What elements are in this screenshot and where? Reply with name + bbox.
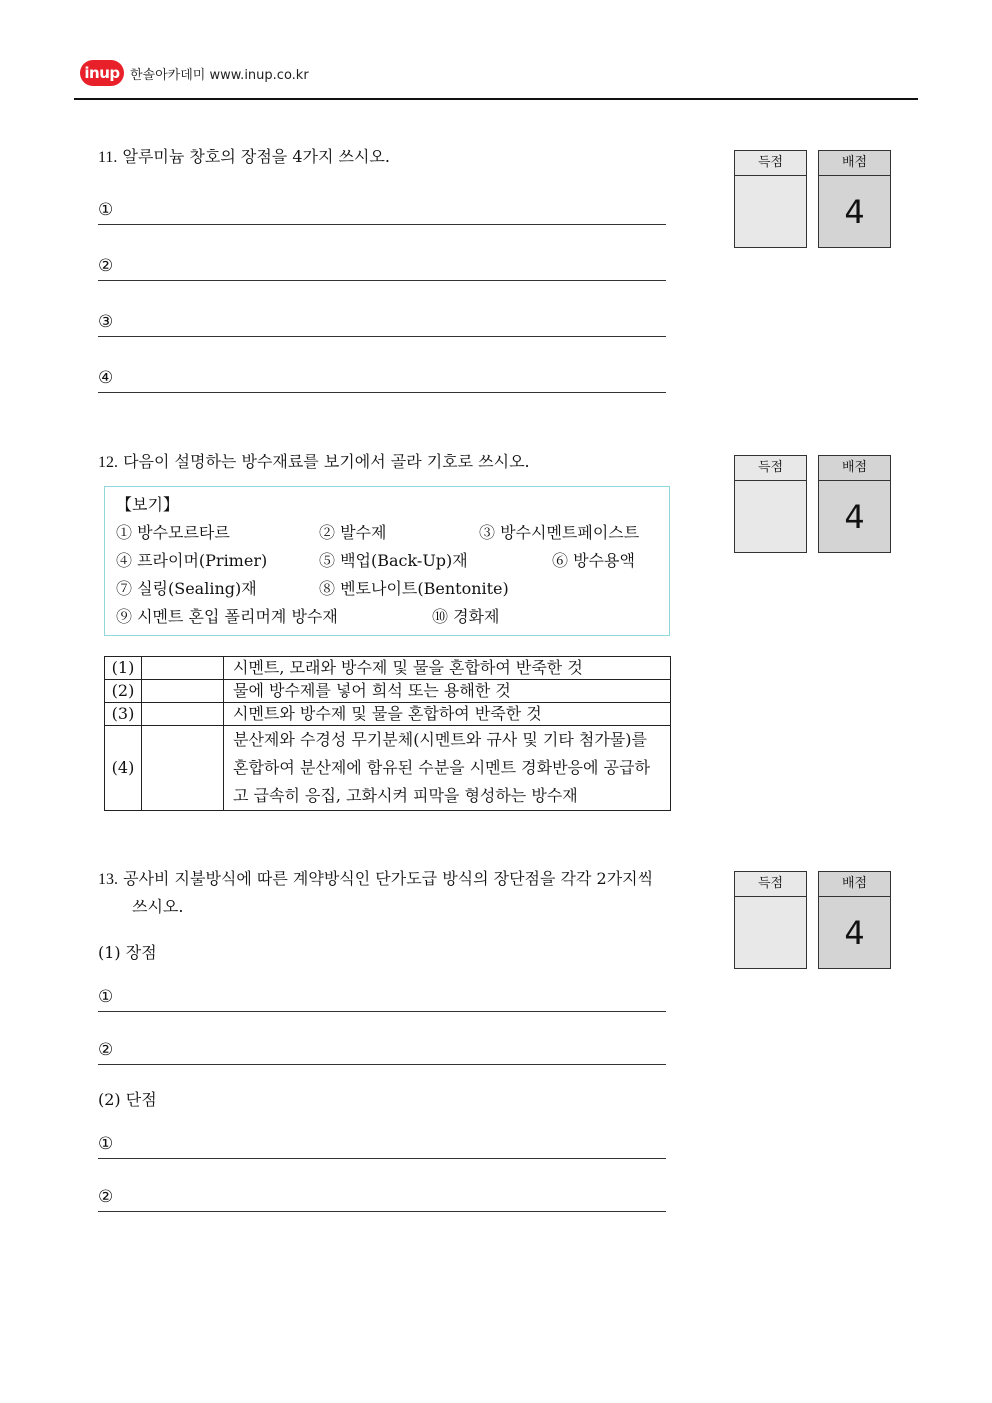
q11-points: 4 <box>844 193 865 231</box>
bogi-item-10: ⑩ 경화제 <box>432 607 500 626</box>
row-description: 물에 방수제를 넣어 희석 또는 용해한 것 <box>224 680 671 703</box>
bogi-title: 【보기】 <box>116 495 179 514</box>
row-number: (1) <box>105 657 142 680</box>
inup-logo: inup <box>80 60 124 86</box>
q13-prompt <box>98 869 653 890</box>
q11-text: 알루미늄 창호의 장점을 4가지 쓰시오. <box>122 147 390 166</box>
bogi-item-5: ⑤ 백업(Back-Up)재 <box>319 551 468 570</box>
row-description: 분산제와 수경성 무기분체(시멘트와 규사 및 기타 첨가물)를 혼합하여 분산제에 함유된 수분을 시멘트 경화반응에 공급하고 급속히 응집, 고화시켜 피막을 형성하는 방수재 <box>224 726 671 811</box>
q12-allotted-score-box <box>818 455 891 553</box>
row-answer-cell[interactable] <box>142 726 224 811</box>
q13-part2-label: (2) 단점 <box>98 1090 157 1109</box>
q13-number: 13. <box>98 871 118 888</box>
brand-text: 한솔아카데미 www.inup.co.kr <box>130 68 309 83</box>
bogi-item-3: ③ 방수시멘트페이스트 <box>479 523 640 542</box>
q13-earned-score-box[interactable] <box>734 871 807 969</box>
q12-points: 4 <box>844 498 865 536</box>
row-number: (2) <box>105 680 142 703</box>
allotted-label: 배점 <box>819 872 890 897</box>
answer-marker: ④ <box>98 368 114 388</box>
q13-text-line1: 공사비 지불방식에 따른 계약방식인 단가도급 방식의 장단점을 각각 2가지씩 <box>123 869 654 888</box>
q13-allotted-score-box <box>818 871 891 969</box>
q11-allotted-score-box <box>818 150 891 248</box>
q13-part2-answer-line-2[interactable] <box>98 1185 666 1212</box>
bogi-item-8: ⑧ 벤토나이트(Bentonite) <box>319 579 509 598</box>
answer-marker: ③ <box>98 312 114 332</box>
q11-earned-score-box[interactable] <box>734 150 807 248</box>
row-answer-cell[interactable] <box>142 680 224 703</box>
table-row <box>105 680 671 703</box>
q12-answer-table <box>104 656 671 811</box>
allotted-label: 배점 <box>819 456 890 481</box>
table-row <box>105 726 671 811</box>
q11-answer-line-2[interactable] <box>98 254 666 281</box>
row-description: 시멘트와 방수제 및 물을 혼합하여 반죽한 것 <box>224 703 671 726</box>
q12-text: 다음이 설명하는 방수재료를 보기에서 골라 기호로 쓰시오. <box>123 452 530 471</box>
q11-answer-line-3[interactable] <box>98 310 666 337</box>
bogi-item-7: ⑦ 실링(Sealing)재 <box>116 579 257 598</box>
earned-label: 득점 <box>735 872 806 897</box>
q11-answer-line-4[interactable] <box>98 366 666 393</box>
row-number: (4) <box>105 726 142 811</box>
bogi-item-1: ① 방수모르타르 <box>116 523 230 542</box>
header-divider <box>74 98 918 100</box>
q11-prompt <box>98 147 390 168</box>
q13-text-line2: 쓰시오. <box>132 897 184 916</box>
q12-number: 12. <box>98 454 118 471</box>
table-row <box>105 657 671 680</box>
answer-marker: ① <box>98 987 114 1007</box>
answer-marker: ① <box>98 200 114 220</box>
q13-part1-answer-line-2[interactable] <box>98 1038 666 1065</box>
earned-label: 득점 <box>735 151 806 176</box>
q12-earned-score-box[interactable] <box>734 455 807 553</box>
q11-number: 11. <box>98 149 118 166</box>
row-number: (3) <box>105 703 142 726</box>
q13-points: 4 <box>844 914 865 952</box>
q12-prompt <box>98 452 530 473</box>
bogi-item-6: ⑥ 방수용액 <box>552 551 635 570</box>
allotted-label: 배점 <box>819 151 890 176</box>
bogi-item-2: ② 발수제 <box>319 523 387 542</box>
answer-marker: ① <box>98 1134 114 1154</box>
bogi-item-9: ⑨ 시멘트 혼입 폴리머계 방수재 <box>116 607 338 626</box>
answer-marker: ② <box>98 256 114 276</box>
row-description: 시멘트, 모래와 방수제 및 물을 혼합하여 반죽한 것 <box>224 657 671 680</box>
q11-answer-line-1[interactable] <box>98 198 666 225</box>
table-row <box>105 703 671 726</box>
q13-part1-label: (1) 장점 <box>98 943 157 962</box>
q13-part2-answer-line-1[interactable] <box>98 1132 666 1159</box>
earned-label: 득점 <box>735 456 806 481</box>
row-answer-cell[interactable] <box>142 703 224 726</box>
row-answer-cell[interactable] <box>142 657 224 680</box>
answer-marker: ② <box>98 1040 114 1060</box>
bogi-item-4: ④ 프라이머(Primer) <box>116 551 268 570</box>
answer-marker: ② <box>98 1187 114 1207</box>
q13-part1-answer-line-1[interactable] <box>98 985 666 1012</box>
